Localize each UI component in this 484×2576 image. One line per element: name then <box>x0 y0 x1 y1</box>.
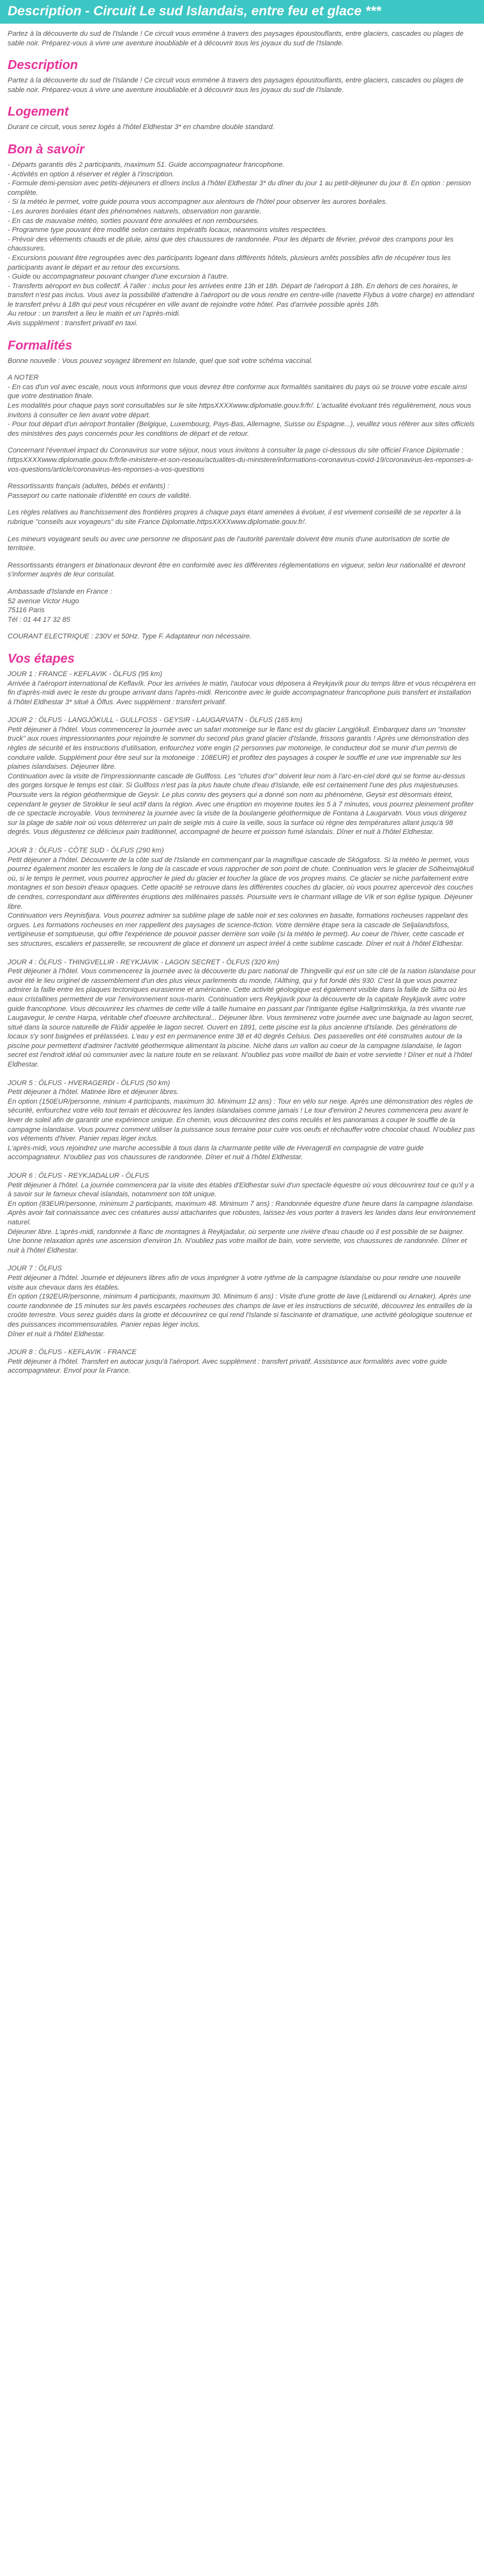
bon-a-savoir-heading: Bon à savoir <box>8 142 85 157</box>
day-text: Petit déjeuner à l'hôtel. Vous commencerez la journée avec la découverte du parc national de Thingvellir qui est un site clé de la nation islandaise pour avoir été le lieu originel de rassemblement d'un des plus vieux parlements du monde, l'Althing, qui y fut fondé dès 930. C'est là que vous pourrez admirer la faille entre les plaques tectoniques eurasienne et américaine. Cette activité géologique est également visible dans la faille de Silfra où les eaux cristallines permettent de voir l'environnement sous-marin. Continuation vers Reykjavík pour la découverte de la capitale Reykjavík avec votre guide francophone. Vous découvrirez les charmes de cette ville à taille humaine en passant par l'intrigante église Hallgrímskirkja, la très vivante rue Laugavegur, le centre Harpa, véritable chef d'oeuvre architectural... Déjeuner libre. Vous terminerez votre journée avec une baignade au lagon secret, situé dans la source naturelle de Flúðir appelée le lagon secret. Ouvert en 1891, cette piscine est la plus ancienne d'Islande. Des générations de locaux s'y sont baignées et prélassées. L'eau y est en permanence entre 38 et 40 degrés Celsius. Des passerelles ont été construites autour de la piscine pour permettent d'admirer l'activité géothermique alimentant la piscine. Niché dans un vallon au coeur de la campagne islandaise, le lagon secret est l'endroit idéal où communier avec la nature toute en se relaxant. N'oubliez pas votre maillot de bain et votre serviette ! Dîner et nuit à l'hôtel Eldhestar. <box>8 968 476 1069</box>
day-title: JOUR 7 : ÖLFUS <box>8 1265 62 1273</box>
formalites-paragraph: Ressortissants étrangers et binationaux devront être en conformité avec les différentes réglementations en vigueur, selon leur nationalité et devront s'informer auprès de leur consulat. <box>8 561 465 579</box>
day-text: Petit déjeuner à l'hôtel. Journée et déjeuners libres afin de vous imprégner à votre rythme de la campagne islandaise ou pour rendre une nouvelle visite aux chevaux dans les étables. En option (192EUR/personne, minimum 4 participants, maximum 30. Minimum 6 ans) : Visite d'une grotte de lave (Leidarendi ou Arnaker). Après une courte randonnée de 15 minutes sur les pavés escarpées rocheuses des champs de lave et les instructions de sécurité, découvrez les entrailles de la croûte terrestre. Vous serez guidés dans la grotte et découvrirez ce qui rend l'Islande si fascinante et dramatique, une activité géologique soutenue et des puissances incommensurables. Panier repas léger inclus. Dîner et nuit à l'hôtel Eldhestar. <box>8 1274 473 1338</box>
day-title: JOUR 2 : ÖLFUS - LANGJÖKULL - GULLFOSS - GEYSIR - LAUGARVATN - ÖLFUS (165 km) <box>8 716 303 725</box>
day-title: JOUR 1 : FRANCE - KEFLAVIK - ÖLFUS (95 km) <box>8 670 163 678</box>
day-title: JOUR 8 : ÖLFUS - KEFLAVIK - FRANCE <box>8 1348 137 1357</box>
day-text: Petit déjeuner à l'hôtel. La journée commencera par la visite des étables d'Eldhestar suivi d'un spectacle équestre où vous découvrirez tout ce qu'il y a à savoir sur le fameux cheval islandais, notamment son tölt unique. En option (83EUR/personne, minimum 2 participants, maximum 48. Minimum 7 ans) : Randonnée équestre d'une heure dans la campagne islandaise. Après avoir fait connaissance avec ces créatures aussi attachantes que robustes, laissez-les vous porter à travers les landes dans leur environnement naturel. Déjeuner libre. L'après-midi, randonnée à flanc de montagnes à Reykjadalur, où serpente une rivière d'eau chaude où il est possible de se baigner. Une bonne relaxation après une ascension d'environ 1h. N'oubliez pas votre maillot de bain, votre serviette, vos chaussures de randonnée. Dîner et nuit à l'hôtel Eldhestar. <box>8 1181 476 1254</box>
formalites-paragraph: Les règles relatives au franchissement des frontières propres à chaque pays étant amenées à évoluer, il est vivement conseillé de se reporter à la rubrique "conseils aux voyageurs" du site France Diplomatie.httpsXXXXwww.diplomatie.gouv.fr/. <box>8 509 461 526</box>
day-item <box>8 1079 476 1162</box>
intro-text: Partez à la découverte du sud de l'Islande ! Ce circuit vous emmène à travers des paysages époustouflants, entre glaciers, cascades ou plages de sable noir. Préparez-vous à vivre une aventure inoubliable et à découvrir tous les joyaux du sud de l'Islande. <box>8 30 464 47</box>
day-item <box>8 716 476 837</box>
formalites-paragraph: A NOTER - En cas d'un vol avec escale, nous vous informons que vous devrez être conforme aux formalités sanitaires du pays où se trouve votre escale ainsi que votre destination finale. Les modalités pour chaque pays sont consultables sur le site httpsXXXXwww.diplomatie.gouv.fr/fr/. L'actualité évoluant très régulièrement, nous vous invitons à consulter ce lien avant votre départ. - Pour tout départ d'un aéroport frontalier (Belgique, Luxembourg, Pays-Bas, Allemagne, Suisse ou Espagne...), veuillez vous référer aux sites officiels des ministères des pays concernés pour les conditions de départ et de retour. <box>8 374 475 438</box>
page-title-banner: Description - Circuit Le sud Islandais, entre feu et glace *** <box>0 0 484 24</box>
day-title: JOUR 3 : ÖLFUS - CÔTE SUD - ÖLFUS (290 km) <box>8 847 164 854</box>
day-item <box>8 670 476 707</box>
logement-text: Durant ce circuit, vous serez logés à l'hôtel Eldhestar 3* en chambre double standard. <box>8 123 275 132</box>
content <box>0 29 484 1391</box>
description-text: Partez à la découverte du sud de l'Islande ! Ce circuit vous emmène à travers des paysages époustouflants, entre glaciers, cascades ou plages de sable noir. Préparez-vous à vivre une aventure inoubliable et à découvrir tous les joyaux du sud de l'Islande. <box>8 77 464 94</box>
day-title: JOUR 5 : ÖLFUS - HVERAGERDI - ÖLFUS (50 km) <box>8 1079 170 1087</box>
formalites-paragraph: Bonne nouvelle : Vous pouvez voyagez librement en Islande, quel que soit votre schéma vaccinal. <box>8 357 313 365</box>
day-item <box>8 1264 476 1339</box>
section-bon-a-savoir <box>8 141 476 328</box>
day-item <box>8 1348 476 1376</box>
description-heading: Description <box>8 58 79 73</box>
day-title: JOUR 4 : ÖLFUS - THINGVELLIR - REYKJAVIK - LAGON SECRET - ÖLFUS (320 km) <box>8 958 280 966</box>
day-item <box>8 1171 476 1255</box>
day-text: Petit déjeuner à l'hôtel. Transfert en autocar jusqu'à l'aéroport. Avec supplément : transfert privatif. Assistance aux formalités avec votre guide accompagnateur. Envol pour la France. <box>8 1357 448 1375</box>
day-text: Petit déjeuner à l'hôtel. Vous commencerez la journée avec un safari motoneige sur le flanc est du glacier Langjökull. Embarquez dans un "monster truck" aux roues impressionnantes pour rejoindre le sommet du second plus grand glacier d'Islande, frissons garantis ! Après une démonstration des règles de sécurité et les instructions d'utilisation, enfourchez votre engin (2 personnes par motoneige, le conducteur doit se munir d'un permis de conduire valide. Supplément pour être seul sur la motoneige : 108EUR) et profitez des paysages à couper le souffle et une vue imprenable sur les plaines islandaises. Déjeuner libre. Continuation avec la visite de l'impressionnante cascade de Gullfoss. Les "chutes d'or" doivent leur nom à l'arc-en-ciel doré qui se forme au-dessus des gorges lorsque le temps est clair. Si Gullfoss n'est pas la plus haute chute d'eau d'Islande, elle est certainement l'une des plus majestueuses. Poursuite vers la région géothermique de Geysir. Le plus connu des geysers qui a donné son nom au phénomène, Geysir est désormais éteint, cependant le geyser de Strokkur le seul actif dans la région. Avec une éruption en moyenne toutes les 5 à 7 minutes, vous pourrez pleinement profiter de ce spectacle incroyable. Vous terminerez la journée avec la visite de la boulangerie géothermique de Fontana à Laugarvatn. Vous vous dirigerez sur la plage de sable noir où vous déterrerez un pain de seigle mis à cuire la veille, sous la surface où règne des températures allant jusqu'à 98 degrés. Vous dégusterez ce délicieux pain traditionnel, accompagné de beurre et poisson fumé islandais. Dîner et nuit à l'hôtel Eldhestar. <box>8 725 474 837</box>
formalites-paragraph: Concernant l'éventuel impact du Coronavirus sur votre séjour, nous vous invitons à consulter la page ci-dessous du site officiel France Diplomatie : httpsXXXXwww.diplomatie.gouv.fr/fr/le-ministere-et-son-reseau/actualites-du-ministere/informations-coronavirus-covid-19/coronavirus-les-reponses-a-vos-questions/article/coronavirus-les-reponses-a-vos-questions <box>8 447 474 474</box>
vos-etapes-heading: Vos étapes <box>8 651 75 666</box>
formalites-heading: Formalités <box>8 338 73 353</box>
day-text: Petit déjeuner à l'hôtel. Découverte de la côte sud de l'Islande en commençant par la magnifique cascade de Skógafoss. Si la météo le permet, vous pourrez également monter les escaliers le long de la cascade et vous rapprocher de son point de chute. Continuation vers le glacier de Sólheimajökull où, si le temps le permet, vous pourrez approcher le pied du glacier et toucher la glace de vos propres mains. Ce glacier se niche parfaitement entre montagnes et son besoin d'eaux opaques. Cette opacité se retrouve dans les différentes couches du glacier, où vous pourrez apercevoir des couches de cendres, correspondant aux différentes éruptions des millénaires passés. Poursuite vers le charmant village de Vík et son église typique. Déjeuner libre. Continuation vers Reynisfjara. Vous pourrez admirer sa sublime plage de sable noir et ses colonnes en basalte, formations rocheuses rappelant des orgues. Les formations rocheuses en mer rappellent des paysages de science-fiction. Votre dernière étape sera la cascade de Seljalandsfoss, vertigineuse et somptueuse, qui offre l'expérience de pouvoir passer derrière son voile (si la météo le permet). Au coeur de l'hiver, cette cascade et ses structures, escaliers et passerelle, se recouvrent de glace et donnent un aspect irréel à cette sublime cascade. Dîner et nuit à l'hôtel Eldhestar. <box>8 856 474 948</box>
logement-heading: Logement <box>8 105 69 120</box>
day-item <box>8 958 476 1070</box>
day-text: Arrivée à l'aéroport international de Keflavík. Pour les arrivées le matin, l'autocar vous déposera à Reykjavík pour du temps libre et vous récupérera en fin d'après-midi avec le reste du groupe arrivant dans l'après-midi. Rencontre avec le guide accompagnateur francophone puis transfert et installation à l'hôtel Eldhestar 3* situé à Ölfus. Avec supplément : transfert privatif. <box>8 679 476 706</box>
day-item <box>8 846 476 949</box>
section-vos-etapes <box>8 651 476 1376</box>
bon-a-savoir-text: - Départs garantis dès 2 participants, maximum 51. Guide accompagnateur francophone. - Activités en option à réserver et régler à l'inscription. - Formule demi-pension avec petits-déjeuners et dîners inclus à l'hôtel Eldhestar 3* du dîner du jour 1 au petit-déjeuner du jour 8. En option : pension complète. - Si la météo le permet, votre guide pourra vous accompagner aux alentours de l'hôtel pour observer les aurores boréales. - Les aurores boréales étant des phénomènes naturels, observation non garantie. - En cas de mauvaise météo, sorties pouvant être annulées et non remboursées. - Programme type pouvant être modifié selon certains impératifs locaux, néanmoins visites respectées. - Prévoir des vêtements chauds et de pluie, ainsi que des chaussures de randonnée. Pour les départs de février, prévoir des crampons pour les chaussures. - Excursions pouvant être regroupées avec des participants logeant dans différents hôtels, plusieurs arrêts possibles afin de récupérer tous les participants avant le départ et au retour des excursions. - Guide ou accompagnateur pouvant changer d'une excursion à l'autre. - Transferts aéroport en bus collectif. À l'aller : inclus pour les arrivées entre 13h et 18h. Départ de l'aéroport à 18h. En dehors de ces horaires, le transfert n'est pas inclus. Vous avez la possibilité d'attendre à l'aéroport ou de vous rendre en centre-ville (navette Flybus à votre charge) en attendant le transfert prévu à 18h qui peut vous récupérer en ville avant de rejoindre votre hôtel. Pas d'arrivée possible après 18h. Au retour : un transfert a lieu le matin et un l'après-midi. Avis supplément : transfert privatif en taxi. <box>8 160 474 328</box>
formalites-paragraph: Ressortissants français (adultes, bébés et enfants) : Passeport ou carte nationale d'identité en cours de validité. <box>8 482 192 500</box>
section-description <box>8 57 476 95</box>
day-title: JOUR 6 : ÖLFUS - REYKJADALUR - ÖLFUS <box>8 1172 149 1180</box>
section-formalites <box>8 337 476 642</box>
section-logement <box>8 104 476 132</box>
embassy-address: Ambassade d'Islande en France : 52 avenue Victor Hugo 75116 Paris Tél : 01 44 17 32 85 <box>8 587 112 624</box>
electric-current-note: COURANT ELECTRIQUE : 230V et 50Hz. Type F. Adaptateur non nécessaire. <box>8 633 252 641</box>
formalites-paragraph: Les mineurs voyageant seuls ou avec une personne ne disposant pas de l'autorité parentale doivent être munis d'une autorisation de sortie de territoire. <box>8 535 450 553</box>
day-text: Petit déjeuner à l'hôtel. Matinée libre et déjeuner libres. En option (150EUR/personne, minium 4 participants, maximum 30. Minimum 12 ans) : Tour en vélo sur neige. Après une démonstration des règles de sécurité, enfourchez votre vélo tout terrain et découvrez les landes islandaises comme jamais ! Le tour d'environ 2 heures commencera peu avant le lever de soleil afin de garantir une expérience unique. En chemin, vous découvrirez des coins reculés et les panoramas à couper le souffle de la campagne islandaise. Vous pourrez comment utiliser la puissance sous terraine pour cuire vos oeufs et réchauffer votre chocolat chaud. N'oubliez pas vos vêtements d'hiver. Panier repas léger inclus. L'après-midi, vous rejoindrez une marche accessible à tous dans la charmante petite ville de Hveragerdi en compagnie de votre guide accompagnateur. N'oubliez pas vos chaussures de randonnée. Dîner et nuit à l'hôtel Eldhestar. <box>8 1088 475 1162</box>
